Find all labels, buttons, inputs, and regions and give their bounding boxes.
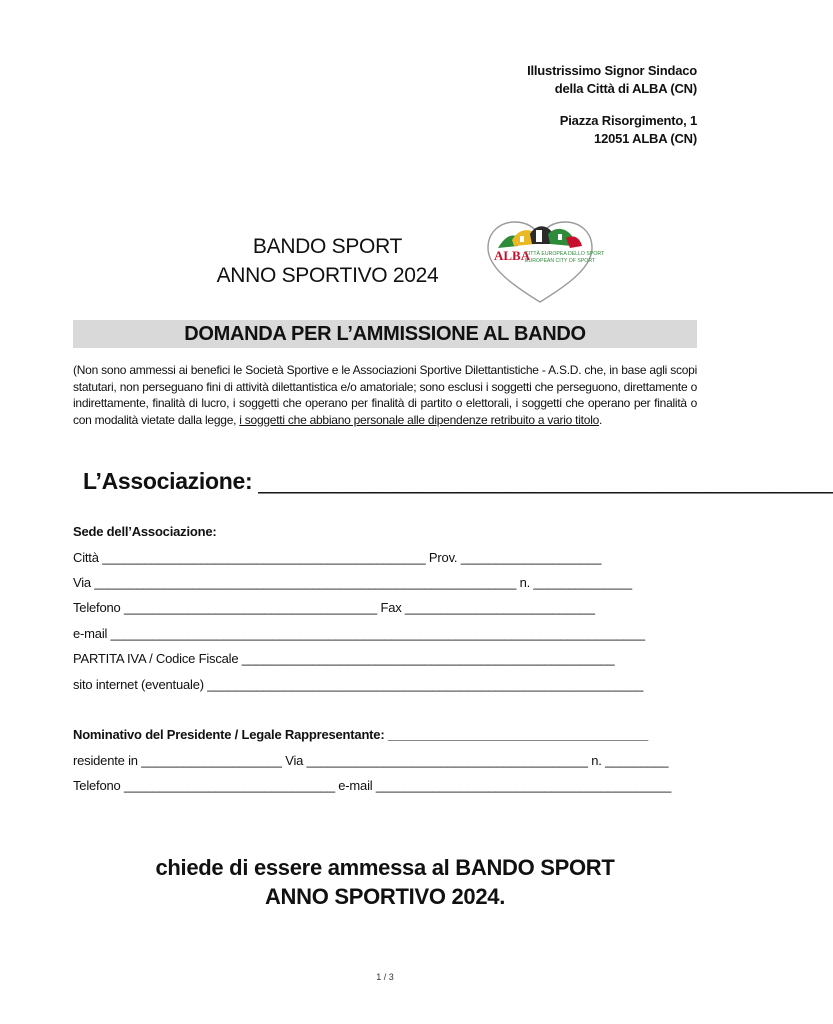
telefono-field[interactable]: Telefono ____________________________________ Fax ___________________________ xyxy=(73,600,595,615)
bando-title xyxy=(195,232,460,290)
sito-internet-field[interactable]: sito internet (eventuale) ______________________________________________________________ xyxy=(73,677,644,692)
eligibility-note xyxy=(73,362,697,428)
recipient-address xyxy=(527,62,697,148)
partita-iva-field[interactable]: PARTITA IVA / Codice Fiscale _____________________________________________________ xyxy=(73,651,615,666)
association-label: L’Associazione: xyxy=(83,468,253,494)
bando-title-line-2: ANNO SPORTIVO 2024 xyxy=(216,264,439,287)
via-field[interactable]: Via ____________________________________________________________ n. ______________ xyxy=(73,575,632,590)
logo-line-1: CITTÀ EUROPEA DELLO SPORT xyxy=(525,251,605,257)
note-underlined: i soggetti che abbiano personale alle dipendenze retribuito a vario titolo xyxy=(239,412,600,427)
application-banner: DOMANDA PER L’AMMISSIONE AL BANDO xyxy=(73,320,697,348)
bando-title-line-1: BANDO SPORT xyxy=(252,235,403,258)
recipient-line-1: Illustrissimo Signor Sindaco xyxy=(527,63,697,78)
request-line-2: ANNO SPORTIVO 2024. xyxy=(264,884,506,909)
alba-sport-logo xyxy=(484,218,605,306)
presidente-field[interactable]: Nominativo del Presidente / Legale Rappresentante: _____________________________________ xyxy=(73,727,648,742)
residente-field[interactable]: residente in ____________________ Via ________________________________________ n. _________ xyxy=(73,753,669,768)
note-end: . xyxy=(599,412,603,427)
logo-name: ALBA xyxy=(494,248,531,263)
request-line-1: chiede di essere ammessa al BANDO SPORT xyxy=(155,855,615,880)
logo-line-2: EUROPEAN CITY OF SPORT xyxy=(525,258,596,264)
telefono-email-field[interactable]: Telefono ______________________________ e-mail __________________________________________ xyxy=(73,778,672,793)
page-number: 1 / 3 xyxy=(376,972,394,982)
recipient-line-3: Piazza Risorgimento, 1 xyxy=(559,113,697,128)
sede-heading: Sede dell’Associazione: xyxy=(73,524,217,539)
association-field[interactable] xyxy=(83,468,833,495)
request-statement xyxy=(120,853,650,911)
recipient-line-2: della Città di ALBA (CN) xyxy=(554,81,697,96)
recipient-line-4: 12051 ALBA (CN) xyxy=(594,131,697,146)
email-field[interactable]: e-mail ____________________________________________________________________________ xyxy=(73,626,645,641)
citta-field[interactable]: Città ______________________________________________ Prov. ____________________ xyxy=(73,550,602,565)
association-line: ______________________________________________ xyxy=(258,468,833,494)
note-text: (Non sono ammessi ai benefici le Società Sportive e le Associazioni Sportive Dilettantistiche - A.S.D. che, in base agli scopi statutari, non perseguano fini di attività dilettantistica e/o amatoriale; sono esclusi i soggetti che perseguono, direttamente o indirettamente, finalità di lucro, i soggetti che operano per finalità di partito o elettorali, i soggetti che operano per finalità o con modalità vietate dalla legge, xyxy=(73,363,697,427)
